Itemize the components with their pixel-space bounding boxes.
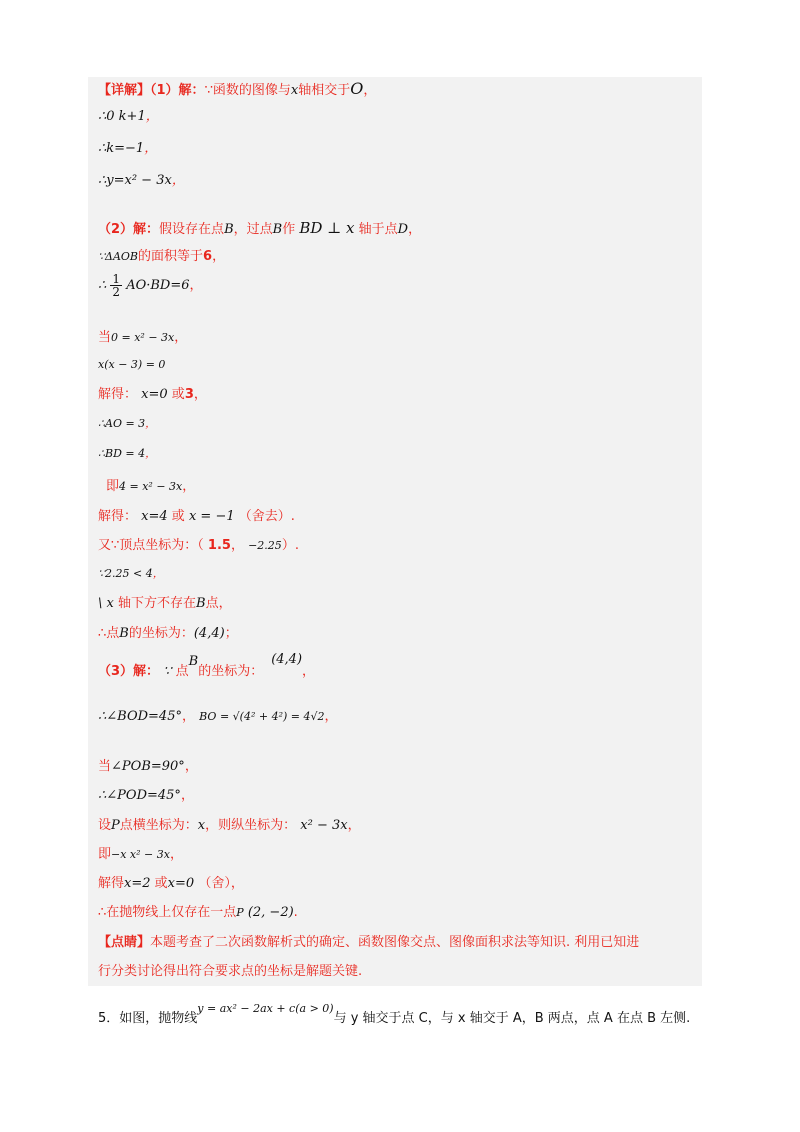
ji2-line: 即−x x² − 3x， (98, 847, 183, 862)
dianjing-tag: 【点睛】 (98, 935, 151, 950)
area-statement: ∵ΔAOB的面积等于6， (98, 249, 226, 264)
part3-heading: （3）解： ∵ 点B的坐标为：(4,4)， (98, 652, 316, 679)
fraction: $\frac{1}{2}$ (112, 272, 121, 299)
coord-b-line: ∴点B的坐标为：(4,4)； (98, 626, 238, 641)
below-axis-line: \ x 轴下方不存在B点， (98, 596, 232, 611)
equation-line: ∴0 k+1， (98, 109, 159, 124)
when2-line: 当∠POB=90°， (98, 759, 198, 774)
setp-line: 设P点横坐标为：x，则纵坐标为： x² − 3x， (98, 818, 361, 833)
detail-tag: 【详解】 (98, 83, 151, 98)
area-equation: ∴ $\frac{1}{2}$ AO·BD=6， (98, 272, 203, 299)
equation-line: ∴k=−1， (98, 141, 158, 156)
vertex-line: 又∵顶点坐标为：（ 1.5， −2.25）. (98, 538, 299, 553)
dianjing-line-2: 行分类讨论得出符合要求点的坐标是解题关键. (98, 964, 363, 979)
part2-heading: （2）解：假设存在点B，过点B作 BD ⊥ x 轴于点D， (98, 219, 422, 237)
bod-line: ∴∠BOD=45°， BO = √(4² + 4²) = 4√2， (98, 709, 338, 724)
dianjing-line-1: 【点睛】本题考查了二次函数解析式的确定、函数图像交点、图像面积求法等知识. 利用已知进 (98, 935, 640, 950)
factor-line: x(x − 3) = 0 (98, 358, 166, 371)
pod-line: ∴∠POD=45°， (98, 788, 194, 803)
solve3-line: 解得x=2 或x=0 （舍）， (98, 876, 244, 891)
solve-line: 解得： x=0 或3， (98, 387, 207, 402)
bd-line: ∴BD = 4， (98, 447, 157, 460)
equation-line: ∴y=x² − 3x， (98, 173, 185, 188)
final-line: ∴在抛物线上仅存在一点P (2, −2). (98, 905, 298, 920)
ji-line: 即4 = x² − 3x， (106, 479, 196, 494)
compare-line: ∵2.25 < 4， (98, 567, 164, 580)
ao-line: ∴AO = 3， (98, 417, 157, 430)
solve2-line: 解得： x=4 或 x = −1 （舍去）. (98, 509, 295, 524)
solution-line-1: 【详解】（1）解：∵函数的图像与x轴相交于O， (98, 79, 377, 98)
when-line: 当0 = x² − 3x， (98, 330, 188, 345)
question-5: 5．如图，抛物线$^{y = ax^2 - 2ax + c(a > 0)}$与 y 轴交于点 C，与 x 轴交于 A，B 两点，点 A 在点 B 左侧. (98, 1002, 691, 1026)
